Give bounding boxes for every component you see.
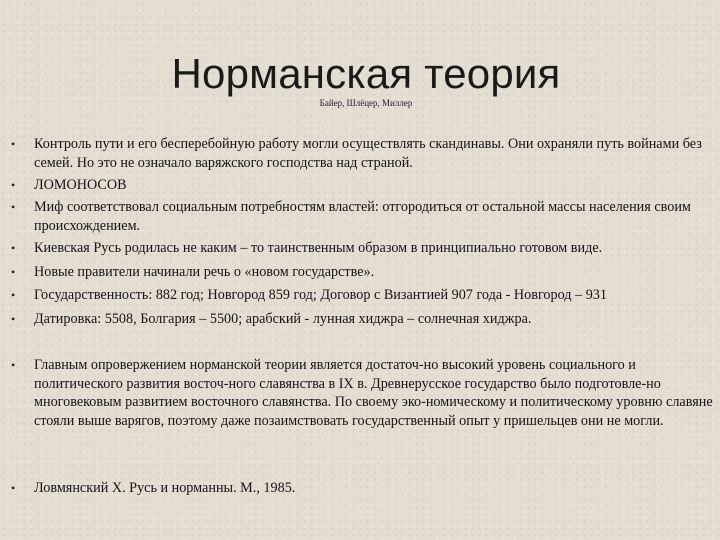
slide-title: Норманская теория — [171, 50, 561, 97]
bullet-item: • Миф соответствовал социальным потребностям властей: отгородиться от остальной массы населения своим происхождением. — [34, 198, 718, 235]
bullet-item: • Датировка: 5508, Болгария – 5500; арабский - лунная хиджра – солнечная хиджра. — [34, 310, 718, 329]
bullet-item: • Ловмянский Х. Русь и норманны. М., 1985. — [34, 479, 718, 498]
bullet-item: • Киевская Русь родилась не каким – то таинственным образом в принципиально готовом виде. — [34, 239, 718, 258]
bullet-item: • Контроль пути и его бесперебойную работу могли осуществлять скандинавы. Они охраняли путь войнами без семей. Но это не означало варяжского господства над страной. — [34, 135, 718, 172]
bullet-item: • ЛОМОНОСОВ — [34, 176, 718, 195]
bullet-item: • Главным опровержением норманской теории является достаточ-но высокий уровень социального и политического развития восточ-ного славянства в IX в. Древнерусское государство было подготовле-но многовековым развитием восточного славянства. По своему эко-номическому и политическому уровню славяне стояли выше варягов, поэтому даже позаимствовать государственный опыт у пришельцев они не могли. — [34, 356, 718, 431]
bullet-item: • Государственность: 882 год; Новгород 859 год; Договор с Византией 907 года - Новгород – 931 — [34, 286, 718, 305]
slide-subtitle: Байер, Шлёцер, Миллер — [319, 98, 413, 108]
bullet-item: • Новые правители начинали речь о «новом государстве». — [34, 263, 718, 282]
